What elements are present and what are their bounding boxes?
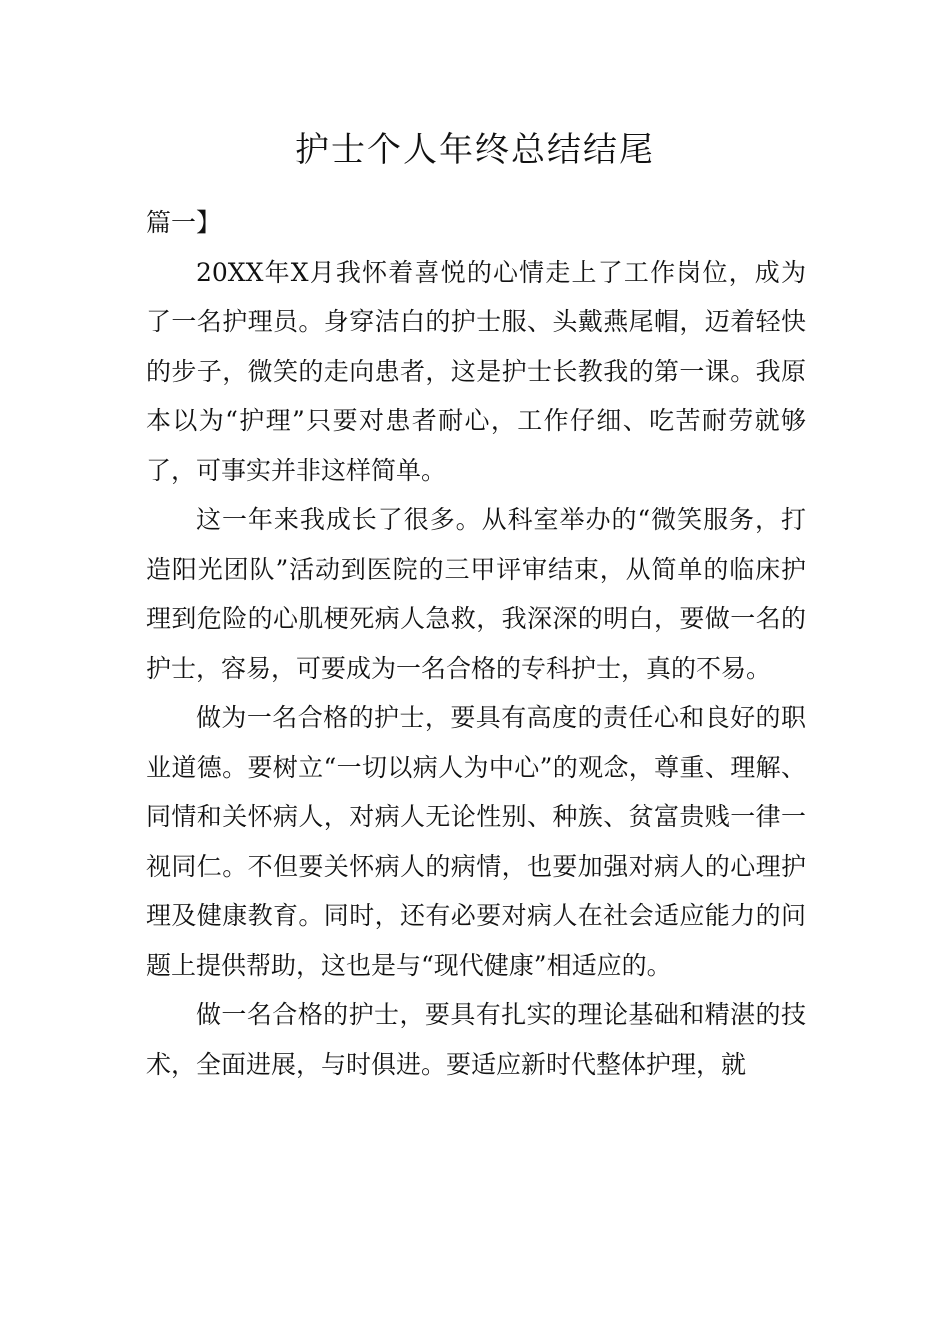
paragraph-3: 做为一名合格的护士，要具有高度的责任心和良好的职业道德。要树立“一切以病人为中心”的观念，尊重、理解、同情和关怀病人，对病人无论性别、种族、贫富贵贱一律一视同仁。不但要关怀病人的病情，也要加强对病人的心理护理及健康教育。同时，还有必要对病人在社会适应能力的问题上提供帮助，这也是与“现代健康”相适应的。 xyxy=(146,703,806,980)
paragraph-4: 做一名合格的护士，要具有扎实的理论基础和精湛的技术，全面进展，与时俱进。要适应新时代整体护理，就 xyxy=(146,1000,806,1079)
document-title: 护士个人年终总结结尾 xyxy=(295,130,655,170)
paragraph-1: 20XX年X月我怀着喜悦的心情走上了工作岗位，成为了一名护理员。身穿洁白的护士服、头戴燕尾帽，迈着轻快的步子，微笑的走向患者，这是护士长教我的第一课。我原本以为“护理”只要对患者耐心，工作仔细、吃苦耐劳就够了，可事实并非这样简单。 xyxy=(146,257,806,485)
paragraph-2: 这一年来我成长了很多。从科室举办的“微笑服务，打造阳光团队”活动到医院的三甲评审结束，从简单的临床护理到危险的心肌梗死病人急救，我深深的明白，要做一名的护士，容易，可要成为一名合格的专科护士，真的不易。 xyxy=(146,505,806,683)
section-label: 篇一】 xyxy=(146,208,222,237)
document-body xyxy=(146,198,806,1089)
